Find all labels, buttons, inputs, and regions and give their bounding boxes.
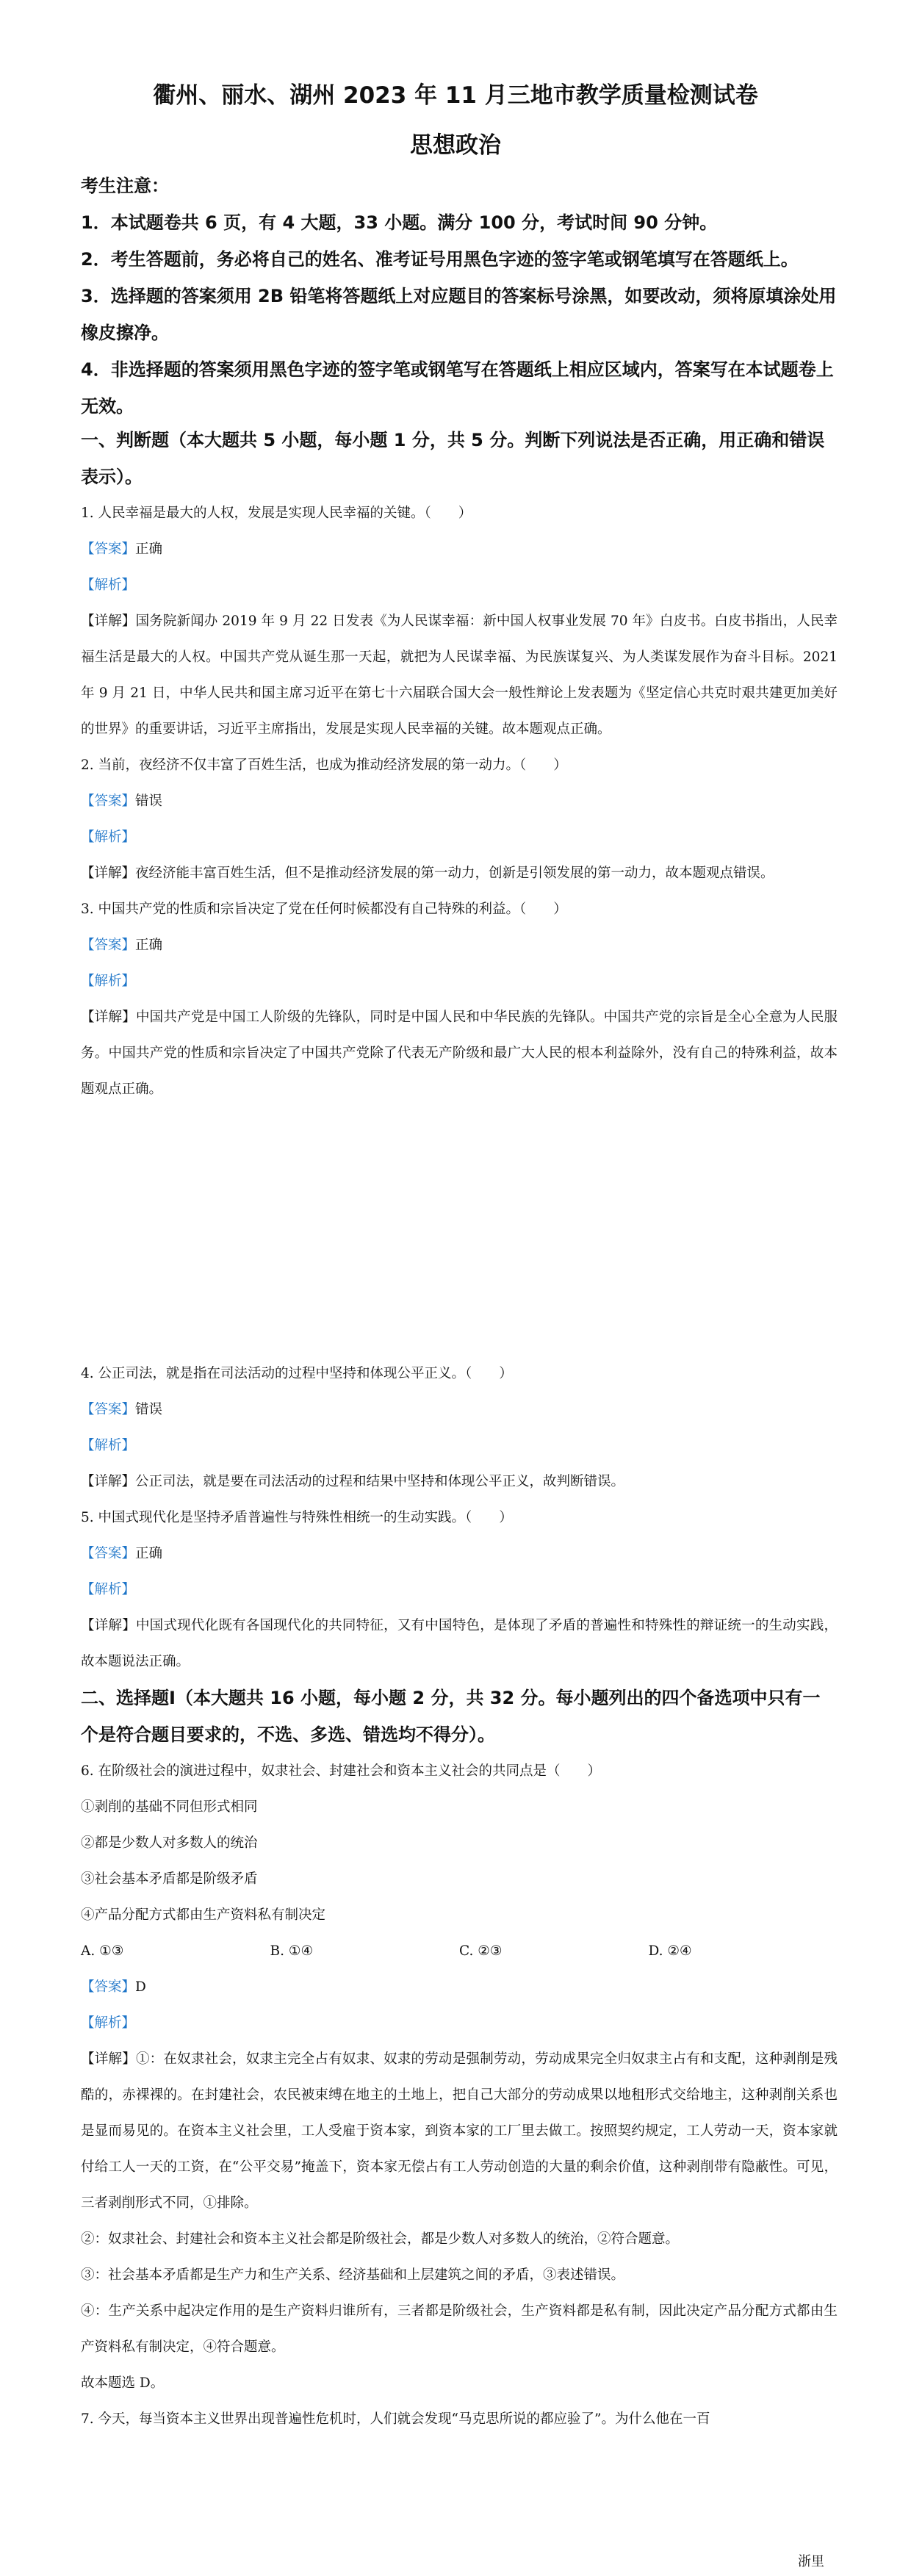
answer-tag: 【答案】	[81, 794, 136, 809]
statement-item: ①剥削的基础不同但形式相同	[81, 1799, 258, 1815]
option-c: C. ②③	[459, 1943, 503, 1959]
answer-value: 正确	[135, 542, 163, 557]
analysis-tag: 【解析】	[81, 974, 136, 989]
detail-text: ③：社会基本矛盾都是生产力和生产关系、经济基础和上层建筑之间的矛盾，③表述错误。	[81, 2267, 625, 2283]
question-stem: 5. 中国式现代化是坚持矛盾普遍性与特殊性相统一的生动实践。（ ）	[81, 1510, 513, 1525]
detail-tag: 【详解】	[81, 2051, 136, 2067]
answer-value: 正确	[135, 938, 163, 953]
answer-tag: 【答案】	[81, 542, 136, 557]
question-stem: 2. 当前，夜经济不仅丰富了百姓生活，也成为推动经济发展的第一动力。（ ）	[81, 758, 567, 773]
analysis-tag: 【解析】	[81, 830, 136, 845]
question-6	[81, 1753, 838, 2401]
notice-item: 4．非选择题的答案须用黑色字迹的签字笔或钢笔写在答题纸上相应区域内，答案写在本试题卷上无效。	[81, 359, 834, 417]
section-title: 二、选择题Ⅰ（本大题共 16 小题，每小题 2 分，共 32 分。每小题列出的四个备选项中只有一个是符合题目要求的，不选、多选、错选均不得分）。	[81, 1688, 821, 1745]
detail-tag: 【详解】	[81, 614, 136, 629]
page-subtitle: 思想政治	[410, 132, 501, 159]
section-judgement-continued	[81, 1356, 838, 2437]
question-stem: 4. 公正司法，就是指在司法活动的过程中坚持和体现公平正义。（ ）	[81, 1366, 513, 1381]
section-judgement	[81, 422, 838, 1107]
section-title: 一、判断题（本大题共 5 小题，每小题 1 分，共 5 分。判断下列说法是否正确，用正确和错误表示）。	[81, 430, 825, 487]
question-7-stem: 7. 今天，每当资本主义世界出现普遍性危机时，人们就会发现“马克思所说的都应验了”。为什么他在一百	[81, 2411, 710, 2427]
notice-item: 1．本试题卷共 6 页，有 4 大题，33 小题。满分 100 分，考试时间 90 分钟。	[81, 212, 718, 233]
answer-options	[81, 1933, 838, 1969]
answer-tag: 【答案】	[81, 1402, 136, 1417]
answer-value: 正确	[135, 1546, 163, 1561]
notice-block	[81, 168, 838, 425]
analysis-tag: 【解析】	[81, 1438, 136, 1453]
detail-text: ④：生产关系中起决定作用的是生产资料归谁所有，三者都是阶级社会，生产资料都是私有制，因此决定产品分配方式都由生产资料私有制决定，④符合题意。	[81, 2303, 838, 2355]
question-1	[81, 495, 838, 747]
question-stem: 1. 人民幸福是最大的人权，发展是实现人民幸福的关键。（ ）	[81, 506, 472, 521]
question-5	[81, 1500, 838, 1680]
conclusion-text: 故本题选 D。	[81, 2375, 165, 2391]
detail-text: ②：奴隶社会、封建社会和资本主义社会都是阶级社会，都是少数人对多数人的统治，②符合题意。	[81, 2231, 680, 2247]
question-4	[81, 1356, 838, 1500]
notice-item: 3．选择题的答案须用 2B 铅笔将答题纸上对应题目的答案标号涂黑，如要改动，须将原填涂处用橡皮擦净。	[81, 286, 837, 343]
detail-text: 国务院新闻办 2019 年 9 月 22 日发表《为人民谋幸福：新中国人权事业发展 70 年》白皮书。白皮书指出，人民幸福生活是最大的人权。中国共产党从诞生那一天起，就把为人民谋幸福、为民族谋复兴、为人类谋发展作为奋斗目标。2021 年 9 月 21 日，中华人民共和国主席习近平在第七十六届联合国大会一般性辩论上发表题为《坚定信心共克时艰共建更加美好的世界》的重要讲话，习近平主席指出，发展是实现人民幸福的关键。故本题观点正确。	[81, 614, 838, 737]
detail-text: 中国式现代化既有各国现代化的共同特征，又有中国特色，是体现了矛盾的普遍性和特殊性的辩证统一的生动实践，故本题说法正确。	[81, 1618, 838, 1669]
question-3	[81, 891, 838, 1107]
answer-value: D	[135, 1979, 146, 1995]
detail-text: 公正司法，就是要在司法活动的过程和结果中坚持和体现公平正义，故判断错误。	[135, 1474, 625, 1489]
statement-item: ④产品分配方式都由生产资料私有制决定	[81, 1907, 326, 1923]
notice-item: 2．考生答题前，务必将自己的姓名、准考证号用黑色字迹的签字笔或钢笔填写在答题纸上。	[81, 249, 799, 270]
option-b: B. ①④	[270, 1943, 314, 1959]
detail-text: 中国共产党是中国工人阶级的先锋队，同时是中国人民和中华民族的先锋队。中国共产党的宗旨是全心全意为人民服务。中国共产党的性质和宗旨决定了中国共产党除了代表无产阶级和最广大人民的根本利益除外，没有自己的特殊利益，故本题观点正确。	[81, 1010, 838, 1097]
detail-tag: 【详解】	[81, 866, 136, 881]
answer-tag: 【答案】	[81, 1546, 136, 1561]
analysis-tag: 【解析】	[81, 2015, 136, 2031]
analysis-tag: 【解析】	[81, 578, 136, 593]
detail-tag: 【详解】	[81, 1618, 136, 1633]
option-d: D. ②④	[648, 1943, 692, 1959]
detail-text: ①：在奴隶社会，奴隶主完全占有奴隶、奴隶的劳动是强制劳动，劳动成果完全归奴隶主占有和支配，这种剥削是残酷的，赤裸裸的。在封建社会，农民被束缚在地主的土地上，把自己大部分的劳动成果以地租形式交给地主，这种剥削关系也是显而易见的。在资本主义社会里，工人受雇于资本家，到资本家的工厂里去做工。按照契约规定，工人劳动一天，资本家就付给工人一天的工资，在“公平交易”掩盖下，资本家无偿占有工人劳动创造的大量的剩余价值，这种剥削带有隐蔽性。可见，三者剥削形式不同，①排除。	[81, 2051, 838, 2211]
footer-watermark: 浙里	[798, 2554, 824, 2569]
answer-tag: 【答案】	[81, 1979, 136, 1995]
option-a: A. ①③	[81, 1943, 124, 1959]
analysis-tag: 【解析】	[81, 1582, 136, 1597]
question-stem: 3. 中国共产党的性质和宗旨决定了党在任何时候都没有自己特殊的利益。（ ）	[81, 902, 567, 917]
detail-tag: 【详解】	[81, 1474, 136, 1489]
notice-heading: 考生注意：	[81, 176, 169, 196]
answer-value: 错误	[135, 1402, 163, 1417]
answer-tag: 【答案】	[81, 938, 136, 953]
page-title: 衢州、丽水、湖州 2023 年 11 月三地市教学质量检测试卷	[153, 82, 758, 109]
detail-text: 夜经济能丰富百姓生活，但不是推动经济发展的第一动力，创新是引领发展的第一动力，故本题观点错误。	[135, 866, 774, 881]
question-stem: 6. 在阶级社会的演进过程中，奴隶社会、封建社会和资本主义社会的共同点是（ ）	[81, 1763, 602, 1779]
answer-value: 错误	[135, 794, 163, 809]
statement-item: ③社会基本矛盾都是阶级矛盾	[81, 1871, 258, 1887]
detail-tag: 【详解】	[81, 1010, 136, 1025]
question-2	[81, 747, 838, 891]
statement-item: ②都是少数人对多数人的统治	[81, 1835, 258, 1851]
